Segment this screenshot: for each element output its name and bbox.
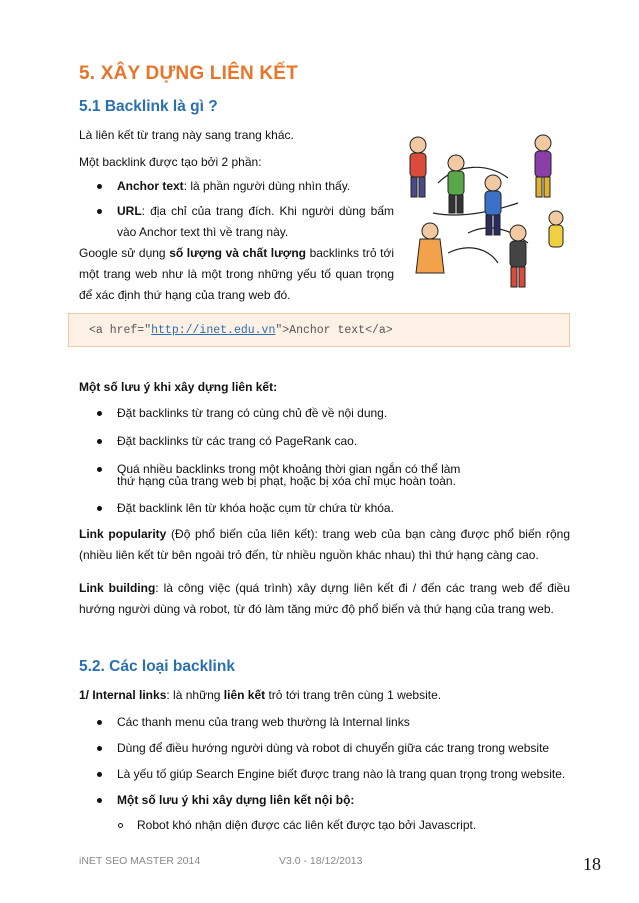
section-title: 5. XÂY DỰNG LIÊN KẾT [79,63,298,84]
bullet-icon [97,772,102,777]
bullet-icon [97,798,102,803]
paragraph-parts: Một backlink được tạo bởi 2 phần: [79,155,262,169]
internal-notes-title: Một số lưu ý khi xây dựng liên kết nội bộ: [117,793,355,807]
internal-item: Dùng để điều hướng người dùng và robot di chuyển giữa các trang trong website [117,741,550,755]
note-item: Đặt backlinks từ trang có cùng chủ đề về nội dung. [117,406,388,420]
bullet-icon [97,720,102,725]
page-number: 18 [583,854,601,874]
bullet-icon [97,506,102,511]
internal-item: Các thanh menu của trang web thường là Internal links [117,715,410,729]
notes-title: Một số lưu ý khi xây dựng liên kết: [79,380,278,394]
paragraph-google: Google sử dụng số lượng và chất lượng backlinks trỏ tới một trang web như là một trong những yếu tố quan trọng để xác định thứ hạng của trang web đó. [79,246,394,302]
circle-bullet-icon [118,823,123,828]
bullet-url: URL: địa chỉ của trang đích. Khi người dùng bấm vào Anchor text thì về trang này. [117,204,394,239]
subsection-title-backlink: 5.1 Backlink là gì ? [79,98,218,115]
bullet-icon [97,411,102,416]
paragraph-definition: Là liên kết từ trang này sang trang khác. [79,128,294,142]
bullet-icon [97,439,102,444]
paragraph-link-popularity: Link popularity (Độ phổ biến của liên kết): trang web của bạn càng được phổ biến rộng (nhiều liên kết từ bên ngoài trỏ đến, từ nhiều nguồn khác nhau) thì thứ hạng càng cao. [79,527,570,562]
internal-item: Là yếu tố giúp Search Engine biết được trang nào là trang quan trọng trong website. [117,767,566,781]
bullet-anchor-text: Anchor text: là phần người dùng nhìn thấy. [117,179,351,193]
note-item: Đặt backlinks từ các trang có PageRank cao. [117,434,358,448]
bullet-icon [97,184,102,189]
note-item-continuation: thứ hạng của trang web bị phạt, hoặc bị xóa chỉ mục hoàn toàn. [117,474,456,488]
footer-left: iNET SEO MASTER 2014 [79,855,201,867]
note-item: Đặt backlink lên từ khóa hoặc cụm từ chứa từ khóa. [117,501,394,515]
code-example-box: <a href="http://inet.edu.vn">Anchor text</a> [68,313,570,347]
bullet-icon [97,746,102,751]
people-network-illustration [398,123,570,293]
code-example-link[interactable]: http://inet.edu.vn [151,324,276,337]
bullet-icon [97,209,102,214]
footer-version: V3.0 - 18/12/2013 [279,855,363,867]
internal-sub-item: Robot khó nhận diện được các liên kết được tạo bởi Javascript. [137,818,477,832]
paragraph-internal-links: 1/ Internal links: là những liên kết trỏ tới trang trên cùng 1 website. [79,688,442,702]
note-item: Quá nhiều backlinks trong một khoảng thời gian ngắn có thể làm [117,462,461,476]
subsection-title-backlink-types: 5.2. Các loại backlink [79,658,235,675]
paragraph-link-building: Link building: là công việc (quá trình) xây dựng liên kết đi / đến các trang web để điều hướng người dùng và robot, từ đó làm tăng mức độ phổ biến và thứ hạng của trang web. [79,581,570,616]
bullet-icon [97,467,102,472]
